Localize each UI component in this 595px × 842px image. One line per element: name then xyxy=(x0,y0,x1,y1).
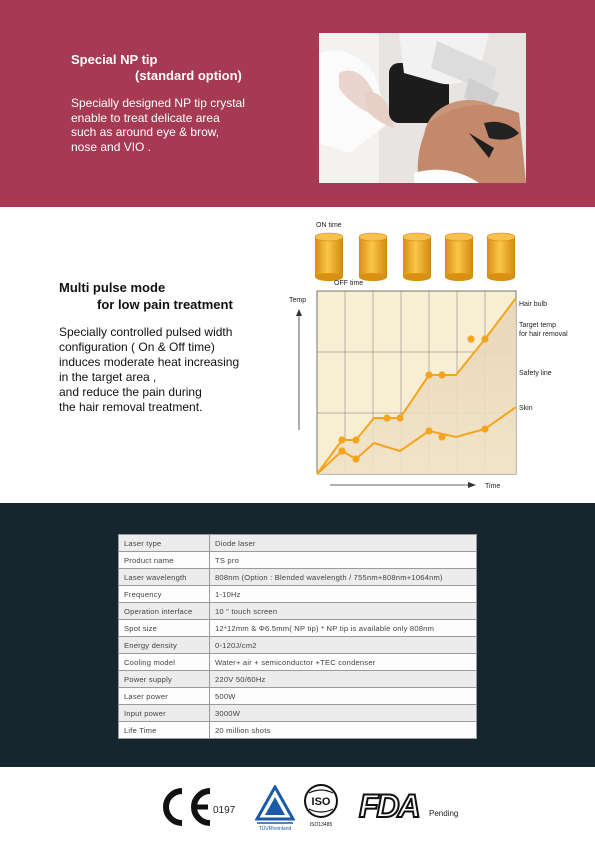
multi-pulse-description xyxy=(59,325,299,415)
table-row xyxy=(119,552,477,569)
fda-status: Pending xyxy=(429,809,459,818)
spec-table xyxy=(118,534,477,739)
spec-key: Power supply xyxy=(119,671,210,688)
spec-value: 10 " touch screen xyxy=(210,603,477,620)
table-row xyxy=(119,722,477,739)
pulse-cylinder xyxy=(403,233,431,281)
multi-pulse-title-line2: for low pain treatment xyxy=(97,297,233,312)
treatment-photo-illustration xyxy=(319,33,526,183)
pulse-cylinder xyxy=(359,233,387,281)
spec-key: Operation interface xyxy=(119,603,210,620)
pulse-diagram xyxy=(280,215,595,495)
x-axis-arrow-icon xyxy=(468,482,476,488)
table-row xyxy=(119,620,477,637)
treatment-photo xyxy=(319,33,526,183)
pulse-diagram-svg xyxy=(280,215,595,495)
multi-pulse-title xyxy=(59,279,233,313)
spec-value: 808nm (Option : Blended wavelength / 755nm+808nm+1064nm) xyxy=(210,569,477,586)
mp-desc-line: induces moderate heat increasing xyxy=(59,355,240,369)
spec-key: Laser wavelength xyxy=(119,569,210,586)
spec-value: 500W xyxy=(210,688,477,705)
np-desc-line: Specially designed NP tip crystal xyxy=(71,96,245,110)
np-desc-line: such as around eye & brow, xyxy=(71,125,220,139)
pulse-cylinder xyxy=(315,233,343,281)
spec-value: Water+ air + semiconductor +TEC condenser xyxy=(210,654,477,671)
spec-key: Input power xyxy=(119,705,210,722)
spec-key: Life Time xyxy=(119,722,210,739)
spec-value: 3000W xyxy=(210,705,477,722)
off-time-label: OFF time xyxy=(334,280,364,287)
iso-mark: ISO xyxy=(311,796,331,808)
ce-number: 0197 xyxy=(213,805,236,816)
spec-value: Diode laser xyxy=(210,535,477,552)
tuv-logo-icon xyxy=(255,785,295,831)
pulse-cylinder xyxy=(445,233,473,281)
ce-mark-icon xyxy=(160,787,215,827)
on-time-label: ON time xyxy=(316,222,342,229)
multi-pulse-title-line1: Multi pulse mode xyxy=(59,280,166,295)
mp-desc-line: and reduce the pain during xyxy=(59,385,202,399)
table-row xyxy=(119,705,477,722)
table-row xyxy=(119,603,477,620)
spec-key: Energy density xyxy=(119,637,210,654)
np-tip-title-line1: Special NP tip xyxy=(71,52,158,67)
np-desc-line: enable to treat delicate area xyxy=(71,110,220,125)
iso-logo-icon xyxy=(303,781,339,829)
tuv-label: TÜVRheinland xyxy=(258,826,292,831)
pulse-cylinder xyxy=(487,233,515,281)
spec-key: Laser type xyxy=(119,535,210,552)
spec-value: 0-120J/cm2 xyxy=(210,637,477,654)
np-tip-section xyxy=(0,0,595,207)
spec-key: Cooling model xyxy=(119,654,210,671)
spec-value: 220V 50/60Hz xyxy=(210,671,477,688)
spec-key: Spot size xyxy=(119,620,210,637)
spec-key: Laser power xyxy=(119,688,210,705)
table-row xyxy=(119,637,477,654)
spec-value: 12*12mm & Φ6.5mm( NP tip) * NP tip is available only 808nm xyxy=(210,620,477,637)
skin-label: Skin xyxy=(519,405,533,412)
mp-desc-line: configuration ( On & Off time) xyxy=(59,340,215,354)
mp-desc-line: Specially controlled pulsed width xyxy=(59,325,233,339)
spec-value: 20 million shots xyxy=(210,722,477,739)
table-row xyxy=(119,688,477,705)
pulse-cylinders xyxy=(315,233,515,281)
table-row xyxy=(119,654,477,671)
target-temp-label-line1: Target temp xyxy=(519,322,556,329)
x-axis-label: Time xyxy=(485,483,501,490)
fda-mark: FDA xyxy=(359,788,419,823)
spec-value: TS pro xyxy=(210,552,477,569)
mp-desc-line: the hair removal treatment. xyxy=(59,400,203,414)
table-row xyxy=(119,671,477,688)
y-axis-label: Temp xyxy=(289,297,307,304)
np-desc-line: nose and VIO . xyxy=(71,139,152,154)
hair-bulb-label: Hair bulb xyxy=(519,301,548,308)
safety-line-label: Safety line xyxy=(519,370,552,377)
np-tip-title-line2: (standard option) xyxy=(135,68,242,83)
y-axis-arrow-icon xyxy=(296,309,302,316)
mp-desc-line: in the target area , xyxy=(59,370,157,384)
table-row xyxy=(119,586,477,603)
iso-number: ISO13485 xyxy=(309,822,333,828)
spec-key: Frequency xyxy=(119,586,210,603)
np-tip-title xyxy=(71,52,242,84)
np-tip-description xyxy=(71,96,301,154)
certifications-bar xyxy=(0,767,595,842)
table-row xyxy=(119,535,477,552)
fda-logo-icon xyxy=(357,785,427,823)
table-row xyxy=(119,569,477,586)
spec-value: 1-10Hz xyxy=(210,586,477,603)
target-temp-label-line2: for hair removal xyxy=(519,331,568,338)
spec-key: Product name xyxy=(119,552,210,569)
